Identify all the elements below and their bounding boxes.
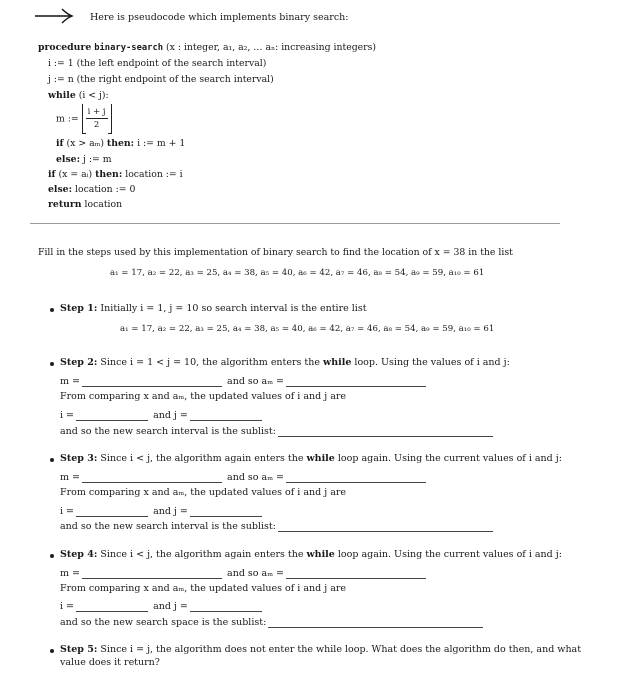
then-found-keyword: then: [95, 169, 123, 180]
while-line [48, 90, 109, 101]
step3-sublist-blank[interactable] [278, 522, 493, 532]
step2-text-pre: Since i = 1 < j = 10, the algorithm enters the [100, 357, 320, 368]
problem-prompt: Fill in the steps used by this implementation of binary search to find the location of x = 38 in the list [38, 247, 513, 258]
step3-sublist-row [60, 521, 495, 532]
step2-sublist-blank[interactable] [278, 427, 493, 437]
step2-m-label: m = [60, 376, 80, 387]
step4-am-label: and so aₘ = [227, 568, 284, 579]
step3-j-blank[interactable] [190, 507, 262, 517]
step4-text-post: loop again. Using the current values of i and j: [337, 549, 562, 560]
step3-i-label: i = [60, 506, 75, 517]
step4-m-row [60, 568, 428, 579]
step3-am-label: and so aₘ = [227, 472, 284, 483]
step3-i-blank[interactable] [76, 507, 148, 517]
step4-while-word: while [306, 549, 335, 560]
floor-brackets [82, 104, 112, 134]
then-keyword: then: [106, 138, 135, 149]
step2-i-label: i = [60, 410, 75, 421]
step3-compare: From comparing x and aₘ, the updated values of i and j are [60, 487, 347, 498]
step2-am-blank[interactable] [286, 377, 426, 387]
if-found-line [48, 169, 183, 180]
return-line [48, 199, 122, 210]
step5-label: Step 5: [60, 644, 98, 655]
midpoint-fraction [86, 106, 108, 131]
if-found-keyword: if [48, 169, 56, 180]
step2-compare: From comparing x and aₘ, the updated values of i and j are [60, 391, 347, 402]
step4-j-label: and j = [153, 601, 188, 612]
if-condition: (x > aₘ) [66, 138, 104, 149]
while-keyword: while [48, 90, 76, 101]
if-compare-line [56, 138, 185, 149]
step3-m-blank[interactable] [82, 473, 222, 483]
step5-bullet [50, 649, 54, 653]
else-line [56, 154, 112, 165]
section-divider [30, 223, 560, 224]
else-body: j := m [83, 154, 112, 165]
if-keyword: if [56, 138, 64, 149]
midpoint-assign: m := [56, 113, 79, 125]
step4-am-blank[interactable] [286, 569, 426, 579]
while-condition: (i < j): [78, 90, 109, 101]
right-arrow-icon [34, 6, 74, 24]
step2-m-blank[interactable] [82, 377, 222, 387]
step2-label: Step 2: [60, 357, 98, 368]
then-found-body: location := i [125, 169, 183, 180]
step2-text-post: loop. Using the values of i and j: [354, 357, 510, 368]
midpoint-line [56, 104, 112, 134]
step4-sublist-blank[interactable] [268, 618, 483, 628]
else-keyword: else: [56, 154, 81, 165]
step3-while-word: while [306, 453, 335, 464]
step3-am-blank[interactable] [286, 473, 426, 483]
step5-text1: Since i = j, the algorithm does not enter the while loop. What does the algorithm do then, and what [100, 644, 582, 655]
step2-i-blank[interactable] [76, 411, 148, 421]
step2-ij-row [60, 410, 264, 421]
intro-text: Here is pseudocode which implements binary search: [90, 12, 349, 23]
step2-am-label: and so aₘ = [227, 376, 284, 387]
step2-j-label: and j = [153, 410, 188, 421]
then-body: i := m + 1 [137, 138, 186, 149]
step4-label: Step 4: [60, 549, 98, 560]
return-body: location [84, 199, 123, 210]
step1-text: Initially i = 1, j = 10 so search interval is the entire list [100, 303, 367, 314]
else-location-body: location := 0 [75, 184, 136, 195]
step3-j-label: and j = [153, 506, 188, 517]
else-location-keyword: else: [48, 184, 73, 195]
step4-bullet [50, 554, 54, 558]
step4-sublist-label: and so the new search space is the sublist: [60, 617, 267, 628]
step3-sublist-label: and so the new search interval is the sublist: [60, 521, 276, 532]
step4-text-pre: Since i < j, the algorithm again enters the [100, 549, 304, 560]
step3-label: Step 3: [60, 453, 98, 464]
line-init-i: i := 1 (the left endpoint of the search interval) [48, 58, 267, 69]
procedure-params: (x : integer, a₁, a₂, … aₙ: increasing integers) [166, 42, 376, 53]
step3-m-row [60, 472, 428, 483]
step1-bullet [50, 308, 54, 312]
step2-sublist-label: and so the new search interval is the sublist: [60, 426, 276, 437]
problem-sequence: a₁ = 17, a₂ = 22, a₃ = 25, a₄ = 38, a₅ = 40, a₆ = 42, a₇ = 46, a₈ = 54, a₉ = 59, a₁₀ = 61 [110, 268, 485, 278]
step2-sublist-row [60, 426, 495, 437]
step5-line [60, 644, 581, 655]
step4-line [60, 549, 562, 560]
else-location-line [48, 184, 135, 195]
step4-ij-row [60, 601, 264, 612]
procedure-keyword: procedure [38, 42, 92, 53]
step1-sequence: a₁ = 17, a₂ = 22, a₃ = 25, a₄ = 38, a₅ = 40, a₆ = 42, a₇ = 46, a₈ = 54, a₉ = 59, a₁₀ = 61 [120, 324, 495, 334]
step4-m-blank[interactable] [82, 569, 222, 579]
step3-text-post: loop again. Using the current values of i and j: [337, 453, 562, 464]
step4-i-label: i = [60, 601, 75, 612]
step2-j-blank[interactable] [190, 411, 262, 421]
step2-m-row [60, 376, 428, 387]
step2-line [60, 357, 510, 368]
step3-text-pre: Since i < j, the algorithm again enters the [100, 453, 304, 464]
step1-label: Step 1: [60, 303, 98, 314]
step4-j-blank[interactable] [190, 602, 262, 612]
step2-while-word: while [323, 357, 352, 368]
line-init-j: j := n (the right endpoint of the search interval) [48, 74, 274, 85]
if-found-condition: (x = aᵢ) [58, 169, 93, 180]
step3-m-label: m = [60, 472, 80, 483]
step4-i-blank[interactable] [76, 602, 148, 612]
step5-text2: value does it return? [60, 657, 160, 668]
step1-line [60, 303, 367, 314]
procedure-line [38, 42, 376, 53]
step3-bullet [50, 458, 54, 462]
fraction-numerator: i + j [87, 107, 106, 117]
step4-sublist-row [60, 617, 485, 628]
step2-bullet [50, 362, 54, 366]
fraction-denominator: 2 [93, 120, 100, 130]
procedure-name: binary-search [94, 43, 164, 53]
step3-line [60, 453, 562, 464]
step3-ij-row [60, 506, 264, 517]
return-keyword: return [48, 199, 82, 210]
step4-m-label: m = [60, 568, 80, 579]
step4-compare: From comparing x and aₘ, the updated values of i and j are [60, 583, 347, 594]
